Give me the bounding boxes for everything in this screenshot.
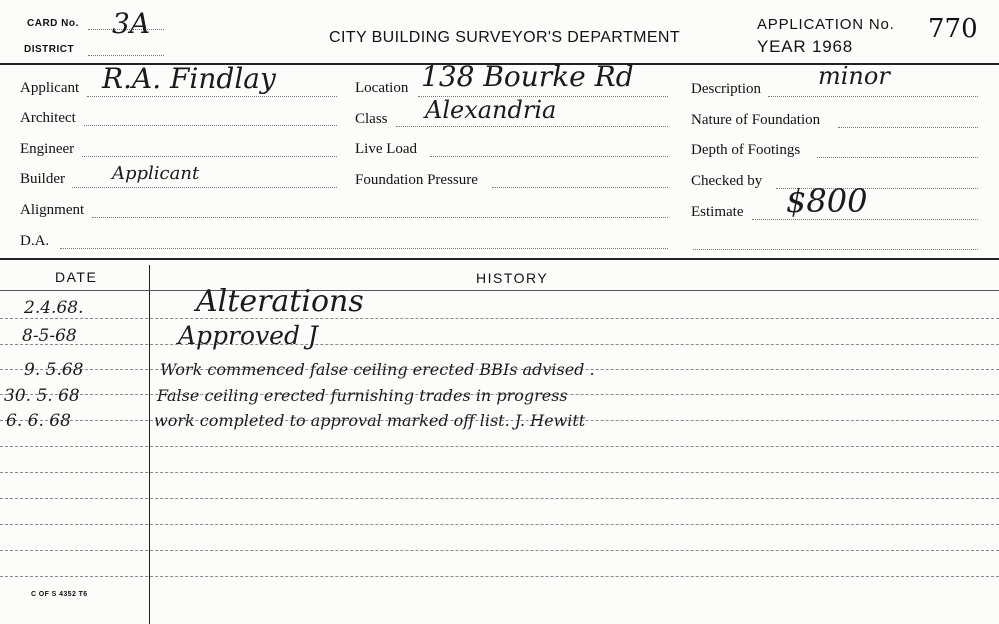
applicant-value: R.A. Findlay <box>102 62 276 95</box>
engineer-line <box>82 156 337 157</box>
history-entry-3: Work commenced false ceiling erected BBIs advised . <box>160 360 595 379</box>
alignment-line <box>92 217 668 218</box>
year-label: YEAR 1968 <box>757 37 854 56</box>
live-load-label: Live Load <box>355 141 418 157</box>
form-code: C OF S 4352 T6 <box>31 591 88 598</box>
history-date-4: 30. 5. 68 <box>4 386 80 406</box>
estimate-value: $800 <box>786 182 868 220</box>
foundation-pressure-label: Foundation Pressure <box>355 172 478 188</box>
checked-by-label: Checked by <box>691 173 763 189</box>
district-line <box>88 55 164 56</box>
history-entry-2: Approved J <box>178 321 318 350</box>
history-entry-5: work completed to approval marked off list. J. Hewitt <box>154 411 586 430</box>
history-rule <box>0 550 999 551</box>
builder-value: Applicant <box>112 163 200 184</box>
alignment-label: Alignment <box>20 202 85 218</box>
history-rule <box>0 344 999 345</box>
history-rule <box>0 472 999 473</box>
history-column-header: HISTORY <box>476 270 549 286</box>
history-rule <box>0 576 999 577</box>
history-rule <box>0 446 999 447</box>
history-date-5: 6. 6. 68 <box>6 411 71 431</box>
depth-line <box>817 157 978 158</box>
nature-line <box>838 127 978 128</box>
application-no-value: 770 <box>928 14 978 44</box>
applicant-label: Applicant <box>20 80 80 96</box>
history-rule <box>0 498 999 499</box>
da-label: D.A. <box>20 233 50 249</box>
history-entry-4: False ceiling erected furnishing trades in progress <box>157 386 568 405</box>
history-date-3: 9. 5.68 <box>24 360 84 380</box>
description-label: Description <box>691 81 761 97</box>
history-header-rule <box>0 290 999 291</box>
location-value: 138 Bourke Rd <box>421 60 634 93</box>
builder-label: Builder <box>20 171 65 187</box>
history-rule <box>0 318 999 319</box>
application-no-label: APPLICATION No. <box>757 16 895 33</box>
applicant-line <box>87 96 337 97</box>
history-entry-1: Alterations <box>196 284 364 319</box>
da-line <box>60 248 668 249</box>
class-label: Class <box>355 111 388 127</box>
history-top-rule <box>0 258 999 260</box>
engineer-label: Engineer <box>20 141 75 157</box>
description-line <box>768 96 978 97</box>
card-no-label: CARD No. <box>27 18 79 29</box>
extra-line <box>693 249 978 250</box>
history-date-1: 2.4.68. <box>24 298 84 318</box>
builder-line <box>72 187 337 188</box>
description-value: minor <box>818 62 890 90</box>
depth-of-footings-label: Depth of Footings <box>691 142 801 158</box>
nature-of-foundation-label: Nature of Foundation <box>691 112 821 128</box>
department-title: CITY BUILDING SURVEYOR'S DEPARTMENT <box>329 29 681 46</box>
class-line <box>396 126 668 127</box>
foundation-pressure-line <box>492 187 668 188</box>
class-value: Alexandria <box>425 96 557 124</box>
live-load-line <box>430 156 668 157</box>
location-label: Location <box>355 80 409 96</box>
history-rule <box>0 524 999 525</box>
district-label: DISTRICT <box>24 44 75 55</box>
architect-line <box>84 125 337 126</box>
estimate-label: Estimate <box>691 204 744 220</box>
architect-label: Architect <box>20 110 76 126</box>
date-column-header: DATE <box>55 269 98 285</box>
card-no-value: 3A <box>112 7 151 40</box>
history-date-2: 8-5-68 <box>22 326 77 346</box>
